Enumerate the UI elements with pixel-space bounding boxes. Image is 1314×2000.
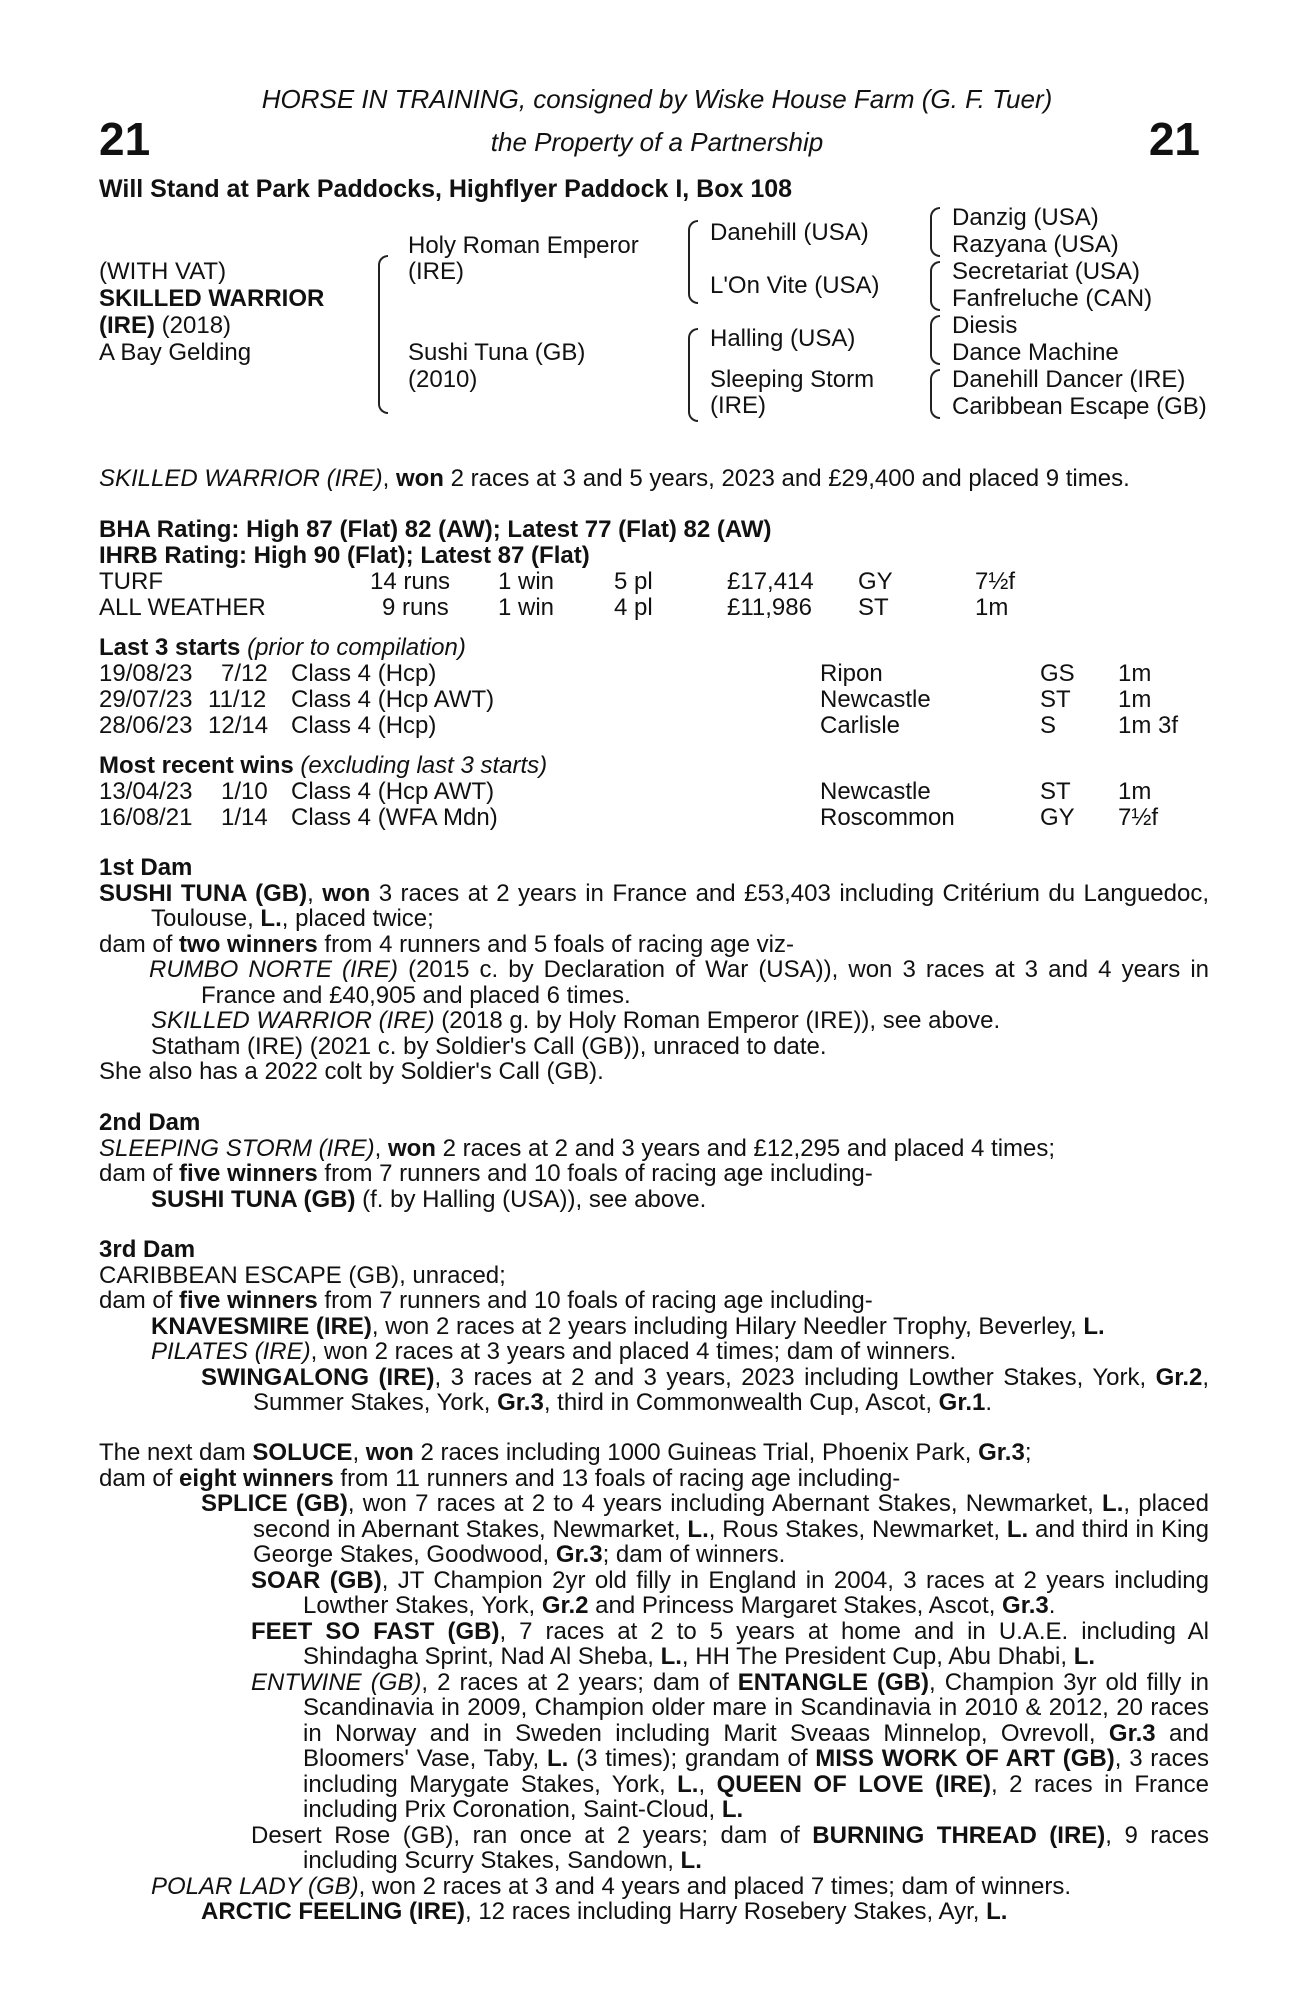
recent-title: Most recent wins xyxy=(99,752,294,779)
brace-dd xyxy=(930,369,940,419)
recent-dist: 1m xyxy=(1118,778,1152,805)
third-dam-winners: five winners xyxy=(179,1287,318,1314)
last3-pos: 7/12 xyxy=(221,660,268,687)
last3-date: 19/08/23 xyxy=(99,660,193,687)
produce-knavesmire xyxy=(99,1314,1209,1340)
recent-class: Class 4 (WFA Mdn) xyxy=(291,804,498,831)
dam-of-label: dam of xyxy=(99,1464,180,1492)
ihrb-rating: IHRB Rating: High 90 (Flat); Latest 87 (Flat) xyxy=(99,542,590,569)
record-aw-dist: 1m xyxy=(975,594,1009,621)
produce-text: (f. by Halling (USA)), see above. xyxy=(355,1185,707,1213)
produce-name: ARCTIC FEELING (IRE) xyxy=(201,1898,465,1925)
produce-name: POLAR LADY (GB) xyxy=(151,1872,359,1900)
next-dam-produce xyxy=(99,1466,1209,1492)
produce-swingalong xyxy=(99,1365,1209,1416)
record-aw-surface: ALL WEATHER xyxy=(99,594,266,621)
pedigree-ddd: Caribbean Escape (GB) xyxy=(952,393,1207,420)
produce-text: ; dam of winners. xyxy=(602,1541,786,1568)
sire-dam: L'On Vite (USA) xyxy=(710,272,880,299)
third-dam-foals: from 7 runners and 10 foals of racing age including- xyxy=(317,1287,873,1314)
produce-text: (2018 g. by Holy Roman Emperor (IRE)), see above. xyxy=(434,1007,1001,1034)
second-dam-winners: five winners xyxy=(179,1160,318,1187)
produce-name: KNAVESMIRE (IRE) xyxy=(151,1312,372,1340)
header-property: the Property of a Partnership xyxy=(490,127,824,157)
second-dam-won: won xyxy=(387,1134,436,1162)
first-dam-section xyxy=(99,855,1209,1085)
recent-course: Roscommon xyxy=(820,804,955,831)
sire-sire: Danehill (USA) xyxy=(710,219,869,246)
produce-text: , placed second in Abernant Stakes, Newmarket, xyxy=(253,1490,1209,1543)
produce-text: and Bloomers' Vase, Taby, xyxy=(303,1719,1210,1772)
third-dam-section xyxy=(99,1237,1209,1416)
pedigree-sdd: Fanfreluche (CAN) xyxy=(952,285,1153,312)
second-dam-foals: from 7 runners and 10 foals of racing age including- xyxy=(317,1160,873,1187)
horse-name: SKILLED WARRIOR xyxy=(99,285,325,312)
last3-class: Class 4 (Hcp) xyxy=(291,660,437,687)
produce-text: and third in King George Stakes, Goodwood, xyxy=(253,1515,1210,1568)
produce-splice xyxy=(99,1491,1209,1568)
brace-ds xyxy=(930,315,940,365)
first-dam-text: 3 races at 2 years in France and £53,403 including Critérium du Languedoc, Toulouse, xyxy=(151,879,1210,932)
record-turf-dist: 7½f xyxy=(975,568,1016,595)
produce-text: , 7 races at 2 to 5 years at home and in U.A.E. including Al Shindagha Sprint, Nad Al Sheba, xyxy=(303,1617,1209,1670)
produce-name: ENTWINE (GB) xyxy=(251,1668,422,1696)
horse-country: (IRE) xyxy=(99,312,155,339)
recent-date: 13/04/23 xyxy=(99,778,193,805)
recent-dist: 7½f xyxy=(1118,804,1159,831)
next-dam-text: 2 races including 1000 Guineas Trial, Phoenix Park, xyxy=(413,1439,979,1466)
produce-name: MISS WORK OF ART (GB) xyxy=(815,1745,1115,1772)
second-dam-text: 2 races at 2 and 3 years and £12,295 and placed 4 times; xyxy=(435,1134,1056,1162)
dam-of-label: dam of xyxy=(99,1287,180,1314)
listed-mark: L. xyxy=(721,1796,744,1823)
first-dam-winners: two winners xyxy=(179,930,318,958)
last3-course: Carlisle xyxy=(820,712,901,739)
produce-name: RUMBO NORTE (IRE) xyxy=(149,956,399,983)
record-turf-wins: 1 win xyxy=(498,568,555,595)
listed-mark: L. xyxy=(660,1643,682,1670)
next-dam-won: won xyxy=(365,1439,414,1466)
produce-text: , JT Champion 2yr old filly in England in 2004, 3 races at 2 years including Lowther Stakes, York, xyxy=(303,1566,1209,1619)
produce-name: SOAR (GB) xyxy=(251,1566,382,1594)
last3-course: Ripon xyxy=(820,660,883,687)
record-aw-runs: 9 runs xyxy=(382,594,449,621)
produce-text: , 9 races including Scurry Stakes, Sandown, xyxy=(303,1821,1209,1874)
recent-heading xyxy=(99,752,547,780)
next-dam-name: SOLUCE xyxy=(252,1439,353,1466)
produce-name: ENTANGLE (GB) xyxy=(737,1668,930,1696)
summary-horse: SKILLED WARRIOR (IRE) xyxy=(99,465,383,492)
stand-location: Will Stand at Park Paddocks, Highflyer Paddock I, Box 108 xyxy=(99,175,793,203)
produce-name: FEET SO FAST (GB) xyxy=(251,1617,500,1645)
last3-pos: 12/14 xyxy=(208,712,269,739)
produce-skilled-warrior xyxy=(99,1008,1209,1034)
punctuation: , xyxy=(698,1770,717,1798)
group-mark: Gr.3 xyxy=(978,1439,1025,1466)
record-turf-runs: 14 runs xyxy=(370,568,451,595)
last3-dist: 1m 3f xyxy=(1118,712,1179,739)
last3-dist: 1m xyxy=(1118,660,1152,687)
produce-name: SUSHI TUNA (GB) xyxy=(151,1185,356,1213)
listed-mark: L. xyxy=(687,1515,709,1543)
produce-rumbo-norte xyxy=(99,957,1209,1008)
produce-text: Desert Rose (GB), ran once at 2 years; dam of xyxy=(251,1821,813,1849)
produce-text: (3 times); grandam of xyxy=(568,1745,816,1772)
bha-rating: BHA Rating: High 87 (Flat) 82 (AW); Latest 77 (Flat) 82 (AW) xyxy=(99,516,772,543)
recent-note: (excluding last 3 starts) xyxy=(293,752,548,779)
record-aw-going: ST xyxy=(858,594,889,621)
listed-mark: L. xyxy=(260,905,282,932)
third-dam-heading: 3rd Dam xyxy=(99,1236,196,1263)
next-dam-winners: eight winners xyxy=(179,1464,334,1492)
produce-pilates xyxy=(99,1339,1209,1365)
next-dam-record: The next dam SOLUCE, won 2 races including 1000 Guineas Trial, Phoenix Park, Gr.3; xyxy=(99,1439,1032,1466)
first-dam-placed: , placed twice; xyxy=(281,905,434,932)
recent-class: Class 4 (Hcp AWT) xyxy=(291,778,495,805)
produce-name: PILATES (IRE) xyxy=(151,1338,311,1365)
produce-text: , 2 races in France including Prix Coronation, Saint-Cloud, xyxy=(303,1770,1210,1823)
dam-dam: Sleeping Storm xyxy=(710,366,875,393)
last3-date: 28/06/23 xyxy=(99,712,193,739)
group-mark: Gr.3 xyxy=(555,1541,603,1568)
second-dam-name: SLEEPING STORM (IRE) xyxy=(99,1134,375,1162)
produce-text: and Princess Margaret Stakes, Ascot, xyxy=(588,1592,1003,1619)
lot-number-right: 21 xyxy=(1148,113,1200,165)
summary-text: 2 races at 3 and 5 years, 2023 and £29,400 and placed 9 times. xyxy=(443,465,1130,492)
brace-ss xyxy=(930,207,940,257)
punctuation: . xyxy=(985,1389,993,1416)
record-aw-placed: 4 pl xyxy=(614,594,653,621)
group-mark: Gr.3 xyxy=(1002,1592,1049,1619)
last3-date: 29/07/23 xyxy=(99,686,193,713)
recent-date: 16/08/21 xyxy=(99,804,193,831)
brace-dam xyxy=(688,328,698,422)
listed-mark: L. xyxy=(547,1745,569,1772)
last3-note: (prior to compilation) xyxy=(240,634,466,661)
produce-2022-colt: She also has a 2022 colt by Soldier's Call (GB). xyxy=(99,1058,604,1085)
produce-text: (2015 c. by Declaration of War (USA)), won 3 races at 3 and 4 years in France and £40,905 and placed 6 times. xyxy=(201,956,1209,1009)
produce-text: , HH The President Cup, Abu Dhabi, xyxy=(681,1643,1074,1670)
produce-text: , 12 races including Harry Rosebery Stakes, Ayr, xyxy=(465,1898,987,1925)
last3-going: GS xyxy=(1040,660,1075,687)
last3-dist: 1m xyxy=(1118,686,1152,713)
produce-text: , third in Commonwealth Cup, Ascot, xyxy=(543,1389,939,1416)
listed-mark: L. xyxy=(1006,1515,1029,1543)
record-turf-prize: £17,414 xyxy=(727,568,814,595)
produce-text: , 3 races at 2 and 3 years, 2023 including Lowther Stakes, York, xyxy=(434,1363,1156,1391)
record-aw-prize: £11,986 xyxy=(727,594,812,621)
produce-text: , Rous Stakes, Newmarket, xyxy=(708,1515,1007,1543)
produce-text: , Champion 3yr old filly in Scandinavia in 2009, Champion older mare in Scandinavia in 2010 & 2012, 20 races in Norway and in Sweden including Marit Sveaas Minnelop, Ovrevoll, xyxy=(303,1668,1209,1747)
pedigree-sds: Secretariat (USA) xyxy=(952,258,1141,285)
record-aw-wins: 1 win xyxy=(498,594,555,621)
produce-name: SPLICE (GB) xyxy=(201,1490,348,1517)
record-turf-going: GY xyxy=(858,568,893,595)
produce-name: BURNING THREAD (IRE) xyxy=(812,1821,1106,1849)
listed-mark: L. xyxy=(680,1847,702,1874)
last3-course: Newcastle xyxy=(820,686,931,713)
second-dam-heading: 2nd Dam xyxy=(99,1109,201,1136)
produce-text: , won 7 races at 2 to 4 years including Abernant Stakes, Newmarket, xyxy=(347,1490,1103,1517)
sire-name: Holy Roman Emperor xyxy=(408,232,639,259)
brace-sd xyxy=(930,261,940,311)
second-dam-record: SLEEPING STORM (IRE), won 2 races at 2 and 3 years and £12,295 and placed 4 times; xyxy=(99,1134,1056,1162)
first-dam-heading: 1st Dam xyxy=(99,854,193,881)
dam-sire: Halling (USA) xyxy=(710,325,856,352)
recent-going: GY xyxy=(1040,804,1075,831)
horse-name-country-year xyxy=(99,313,231,339)
group-mark: Gr.1 xyxy=(938,1389,986,1416)
produce-name: SWINGALONG (IRE) xyxy=(201,1363,435,1391)
produce-text: , won 2 races at 3 years and placed 4 times; dam of winners. xyxy=(310,1338,957,1365)
last3-going: ST xyxy=(1040,686,1071,713)
next-dam-intro: The next dam xyxy=(99,1439,253,1466)
pedigree-ssd: Razyana (USA) xyxy=(952,231,1119,258)
first-dam-name: SUSHI TUNA (GB) xyxy=(99,879,308,907)
first-dam-produce xyxy=(99,932,1209,958)
horse-description: A Bay Gelding xyxy=(99,339,252,366)
listed-mark: L. xyxy=(677,1770,699,1798)
listed-mark: L. xyxy=(1102,1490,1124,1517)
header-consignor: HORSE IN TRAINING, consigned by Wiske House Farm (G. F. Tuer) xyxy=(261,84,1053,114)
last3-class: Class 4 (Hcp) xyxy=(291,712,437,739)
third-dam-produce xyxy=(99,1288,1209,1314)
recent-going: ST xyxy=(1040,778,1071,805)
produce-feet-so-fast xyxy=(99,1619,1209,1670)
punctuation: ; xyxy=(1024,1439,1032,1466)
lot-number-left: 21 xyxy=(99,113,151,165)
dam-year: (2010) xyxy=(408,366,478,393)
summary-won: won xyxy=(395,465,444,492)
produce-polar-lady xyxy=(99,1874,1209,1900)
pedigree-sss: Danzig (USA) xyxy=(952,204,1099,231)
listed-mark: L. xyxy=(1083,1312,1105,1340)
produce-text: , won 2 races at 3 and 4 years and placed 7 times; dam of winners. xyxy=(358,1872,1072,1900)
vat-label: (WITH VAT) xyxy=(99,258,227,285)
produce-statham: Statham (IRE) (2021 c. by Soldier's Call (GB)), unraced to date. xyxy=(151,1032,827,1060)
second-dam-produce xyxy=(99,1161,1209,1187)
record-turf-surface: TURF xyxy=(99,568,163,595)
group-mark: Gr.2 xyxy=(541,1592,589,1619)
group-mark: Gr.3 xyxy=(497,1389,544,1416)
produce-entwine xyxy=(99,1670,1209,1823)
dam-of-label: dam of xyxy=(99,930,180,958)
produce-arctic-feeling xyxy=(99,1899,1209,1925)
record-turf-placed: 5 pl xyxy=(614,568,653,595)
produce-text: , Summer Stakes, York, xyxy=(253,1363,1210,1416)
produce-desert-rose xyxy=(99,1823,1209,1874)
produce-name: SKILLED WARRIOR (IRE) xyxy=(151,1007,435,1034)
produce-text: , 3 races including Marygate Stakes, York, xyxy=(303,1745,1209,1798)
pedigree-dss: Diesis xyxy=(952,312,1018,339)
first-dam-foals: from 4 runners and 5 foals of racing age viz- xyxy=(317,930,794,958)
pedigree-dds: Danehill Dancer (IRE) xyxy=(952,366,1186,393)
recent-pos: 1/10 xyxy=(221,778,268,805)
last3-pos: 11/12 xyxy=(208,686,267,713)
first-dam-record: SUSHI TUNA (GB), won 3 races at 2 years in France and £53,403 including Critérium du Languedoc, Toulouse, L., placed twice; xyxy=(99,879,1210,932)
first-dam-won: won xyxy=(322,879,371,907)
recent-pos: 1/14 xyxy=(221,804,268,831)
group-mark: Gr.3 xyxy=(1108,1719,1156,1747)
last3-title: Last 3 starts xyxy=(99,634,241,661)
produce-name: QUEEN OF LOVE (IRE) xyxy=(716,1770,992,1798)
sire-country: (IRE) xyxy=(408,258,464,285)
listed-mark: L. xyxy=(986,1898,1008,1925)
punctuation: . xyxy=(1048,1592,1056,1619)
group-mark: Gr.2 xyxy=(1155,1363,1203,1391)
second-dam-section xyxy=(99,1110,1209,1212)
produce-sushi-tuna xyxy=(99,1187,1209,1213)
produce-text: , won 2 races at 2 years including Hilary Needler Trophy, Beverley, xyxy=(371,1312,1084,1340)
last3-class: Class 4 (Hcp AWT) xyxy=(291,686,495,713)
dam-dam-country: (IRE) xyxy=(710,392,766,419)
last3-going: S xyxy=(1040,712,1057,739)
produce-soar xyxy=(99,1568,1209,1619)
pedigree-dsd: Dance Machine xyxy=(952,339,1119,366)
race-summary: SKILLED WARRIOR (IRE), won 2 races at 3 and 5 years, 2023 and £29,400 and placed 9 times. xyxy=(99,465,1130,492)
horse-year: (2018) xyxy=(155,312,232,339)
dam-of-label: dam of xyxy=(99,1160,180,1187)
brace-sire xyxy=(688,220,698,304)
produce-text: , 2 races at 2 years; dam of xyxy=(421,1668,738,1696)
recent-course: Newcastle xyxy=(820,778,931,805)
last3-heading xyxy=(99,634,466,662)
next-dam-foals: from 11 runners and 13 foals of racing age including- xyxy=(333,1464,901,1492)
third-dam-record: CARIBBEAN ESCAPE (GB), unraced; xyxy=(99,1261,506,1289)
brace-main xyxy=(378,255,388,414)
listed-mark: L. xyxy=(1073,1643,1096,1670)
dam-name: Sushi Tuna (GB) xyxy=(408,339,586,366)
next-dam-section xyxy=(99,1440,1209,1925)
